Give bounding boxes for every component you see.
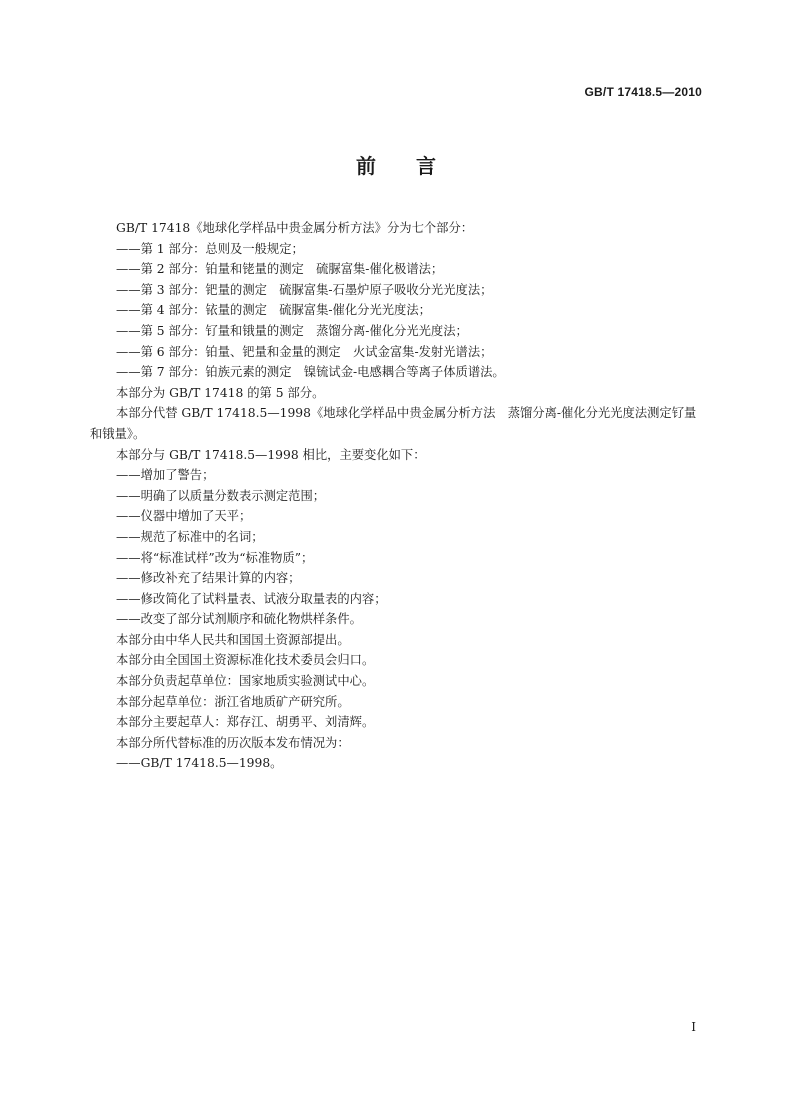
paragraph-part-statement: 本部分为 GB/T 17418 的第 5 部分。 <box>116 385 325 400</box>
list-item-part-7: ——第 7 部分：铂族元素的测定 镍锍试金-电感耦合等离子体质谱法。 <box>116 365 505 380</box>
foreword-body <box>90 218 706 774</box>
paragraph-replacement: 本部分代替 GB/T 17418.5—1998《地球化学样品中贵金属分析方法 蒸馏分离-催化分光光度法测定钌量和锇量》。 <box>90 406 697 441</box>
page-title: 前言 <box>356 154 476 178</box>
list-item-change: ——改变了部分试剂顺序和硫化物烘样条件。 <box>116 612 362 627</box>
paragraph-intro: GB/T 17418《地球化学样品中贵金属分析方法》分为七个部分： <box>116 221 474 235</box>
page-number: I <box>691 1020 696 1034</box>
paragraph-proposer: 本部分由中华人民共和国国土资源部提出。 <box>116 632 350 647</box>
standard-code-header: GB/T 17418.5—2010 <box>584 85 702 99</box>
list-item-part-5: ——第 5 部分：钌量和锇量的测定 蒸馏分离-催化分光光度法； <box>116 323 468 338</box>
paragraph-drafters: 本部分主要起草人：郑存江、胡勇平、刘清辉。 <box>116 715 375 730</box>
list-item-change: ——将“标准试样”改为“标准物质”； <box>116 550 314 565</box>
list-item-part-4: ——第 4 部分：铱量的测定 硫脲富集-催化分光光度法； <box>116 303 431 318</box>
list-item-change: ——修改简化了试料量表、试液分取量表的内容； <box>116 591 387 606</box>
paragraph-history-intro: 本部分所代替标准的历次版本发布情况为： <box>116 735 350 750</box>
paragraph-lead-drafter: 本部分负责起草单位：国家地质实验测试中心。 <box>116 674 375 689</box>
list-item-part-3: ——第 3 部分：钯量的测定 硫脲富集-石墨炉原子吸收分光光度法； <box>116 282 493 297</box>
list-item-change: ——仪器中增加了天平； <box>116 509 252 524</box>
paragraph-committee: 本部分由全国国土资源标准化技术委员会归口。 <box>116 653 375 668</box>
paragraph-changes-intro: 本部分与 GB/T 17418.5—1998 相比，主要变化如下： <box>116 447 426 462</box>
list-item-part-6: ——第 6 部分：铂量、钯量和金量的测定 火试金富集-发射光谱法； <box>116 344 493 359</box>
paragraph-drafting-unit: 本部分起草单位：浙江省地质矿产研究所。 <box>116 694 350 709</box>
list-item-part-1: ——第 1 部分：总则及一般规定； <box>116 241 304 256</box>
list-item-change: ——修改补充了结果计算的内容； <box>116 571 301 586</box>
list-item-part-2: ——第 2 部分：铂量和铑量的测定 硫脲富集-催化极谱法； <box>116 262 444 277</box>
list-item-change: ——增加了警告； <box>116 468 215 483</box>
list-item-change: ——明确了以质量分数表示测定范围； <box>116 488 326 503</box>
list-item-history: ——GB/T 17418.5—1998。 <box>116 756 283 771</box>
list-item-change: ——规范了标准中的名词； <box>116 529 264 544</box>
